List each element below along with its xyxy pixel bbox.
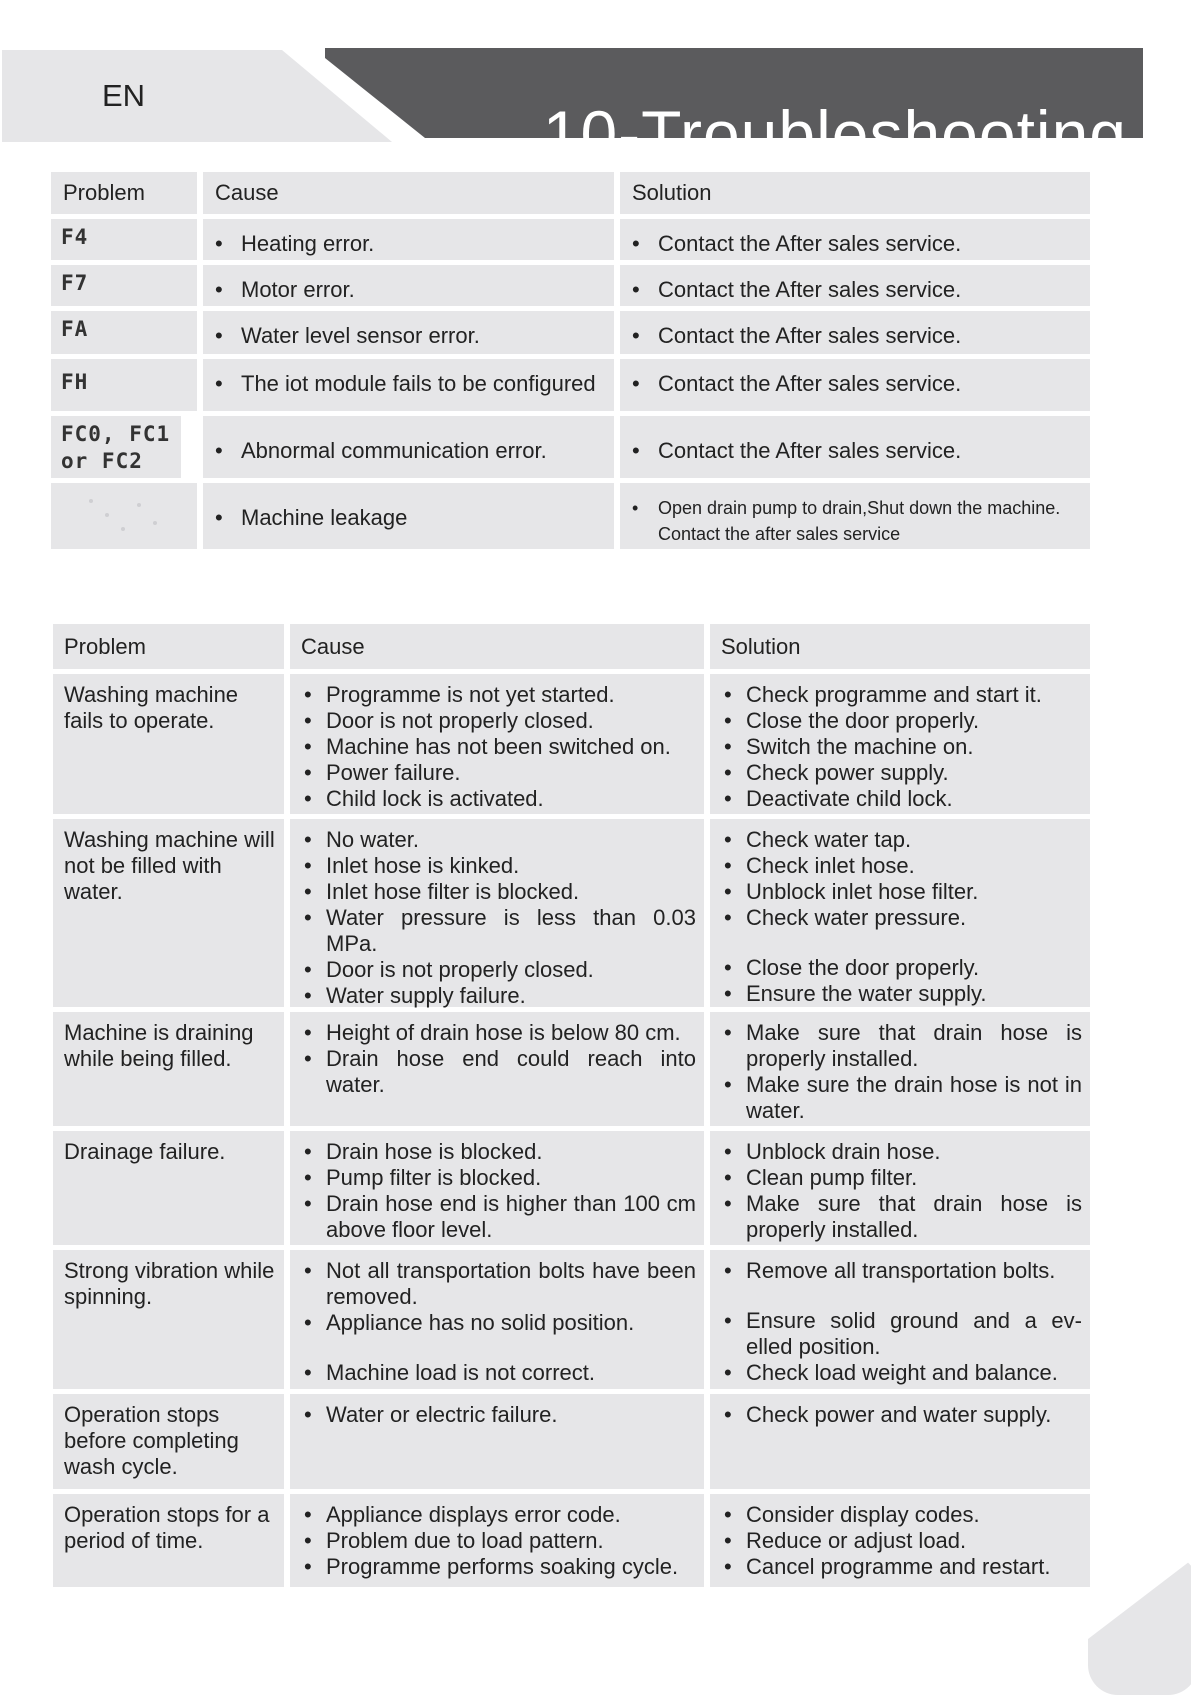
cause-item: • Water pressure is less than 0.03 MPa. bbox=[302, 905, 696, 957]
column-header-cause: Cause bbox=[203, 172, 614, 214]
cause-item: • Drain hose is blocked. bbox=[302, 1139, 696, 1165]
solution-item: • Close the door properly. bbox=[722, 708, 1082, 734]
solution-cell bbox=[710, 674, 1090, 814]
column-header-problem: Problem bbox=[53, 624, 284, 669]
cause-item: • Programme performs soaking cycle. bbox=[302, 1554, 696, 1580]
solution-cell: • Contact the After sales service. bbox=[620, 265, 1090, 306]
solution-cell bbox=[710, 1012, 1090, 1126]
problem-cell: Washing machine fails to operate. bbox=[53, 674, 284, 814]
leakage-display-icon bbox=[51, 483, 197, 549]
cause-item: • Machine load is not correct. bbox=[302, 1360, 696, 1386]
cause-cell bbox=[290, 674, 704, 814]
solution-cell: • Open drain pump to drain,Shut down the machine. Contact the after sales service bbox=[620, 483, 1090, 549]
cause-item: • Programme is not yet started. bbox=[302, 682, 696, 708]
solution-cell bbox=[710, 1494, 1090, 1587]
cause-item: • Water or electric failure. bbox=[302, 1402, 696, 1428]
column-header-cause: Cause bbox=[290, 624, 704, 669]
cause-item: • Not all transportation bolts have been removed. bbox=[302, 1258, 696, 1310]
solution-item: • Check power and water supply. bbox=[722, 1402, 1082, 1428]
problem-cell: Machine is draining while being filled. bbox=[53, 1012, 284, 1126]
cause-item: • Appliance has no solid position. bbox=[302, 1310, 696, 1336]
solution-item: • Cancel programme and restart. bbox=[722, 1554, 1082, 1580]
cause-item: • Water supply failure. bbox=[302, 983, 696, 1009]
cause-item: • No water. bbox=[302, 827, 696, 853]
cause-cell: • The iot module fails to be configured bbox=[203, 359, 614, 411]
solution-item: • Check programme and start it. bbox=[722, 682, 1082, 708]
page-title: 10-Troubleshooting bbox=[542, 97, 1127, 172]
problem-cell: Washing machine will not be filled with water. bbox=[53, 819, 284, 1007]
solution-item: • Deactivate child lock. bbox=[722, 786, 1082, 812]
solution-item: • Check load weight and balance. bbox=[722, 1360, 1082, 1386]
cause-cell: • Motor error. bbox=[203, 265, 614, 306]
solution-item: • Check water tap. bbox=[722, 827, 1082, 853]
cause-cell bbox=[290, 1394, 704, 1489]
language-label: EN bbox=[102, 78, 146, 113]
cause-cell: • Heating error. bbox=[203, 219, 614, 260]
cause-cell bbox=[290, 1131, 704, 1245]
solution-item: • Close the door properly. bbox=[722, 955, 1082, 981]
cause-item: • Door is not properly closed. bbox=[302, 957, 696, 983]
problem-cell: Operation stops for a period of time. bbox=[53, 1494, 284, 1587]
cause-cell: • Machine leakage bbox=[203, 483, 614, 549]
cause-item: • Height of drain hose is below 80 cm. bbox=[302, 1020, 696, 1046]
solution-cell: • Contact the After sales service. bbox=[620, 311, 1090, 354]
cause-item: • Drain hose end could reach into water. bbox=[302, 1046, 696, 1098]
cause-cell bbox=[290, 1250, 704, 1389]
cause-item: • Door is not properly closed. bbox=[302, 708, 696, 734]
column-header-solution: Solution bbox=[710, 624, 1090, 669]
error-code: F4 bbox=[51, 219, 197, 260]
cause-item: • Machine has not been switched on. bbox=[302, 734, 696, 760]
solution-item: • Ensure the water supply. bbox=[722, 981, 1082, 1007]
solution-item: • Consider display codes. bbox=[722, 1502, 1082, 1528]
solution-cell bbox=[710, 1131, 1090, 1245]
solution-cell bbox=[710, 1394, 1090, 1489]
cause-cell bbox=[290, 819, 704, 1007]
error-code: FH bbox=[51, 359, 197, 411]
column-header-solution: Solution bbox=[620, 172, 1090, 214]
error-code: FC0, FC1 or FC2 bbox=[51, 416, 181, 478]
solution-item: • Ensure solid ground and a ev-elled position. bbox=[722, 1308, 1082, 1360]
solution-item: • Make sure that drain hose is properly installed. bbox=[722, 1020, 1082, 1072]
solution-item: • Check power supply. bbox=[722, 760, 1082, 786]
cause-item: • Inlet hose is kinked. bbox=[302, 853, 696, 879]
drops-icon bbox=[69, 493, 179, 539]
cause-item: • Child lock is activated. bbox=[302, 786, 696, 812]
column-header-problem: Problem bbox=[51, 172, 197, 214]
solution-cell bbox=[710, 1250, 1090, 1389]
page-corner-decoration bbox=[1088, 1555, 1191, 1695]
problem-cell: Drainage failure. bbox=[53, 1131, 284, 1245]
solution-cell: • Contact the After sales service. bbox=[620, 219, 1090, 260]
cause-item: • Inlet hose filter is blocked. bbox=[302, 879, 696, 905]
problem-cell: Strong vibration while spinning. bbox=[53, 1250, 284, 1389]
solution-cell: • Contact the After sales service. bbox=[620, 416, 1090, 478]
cause-item: • Pump filter is blocked. bbox=[302, 1165, 696, 1191]
cause-item: • Drain hose end is higher than 100 cm above floor level. bbox=[302, 1191, 696, 1243]
cause-cell: • Abnormal communication error. bbox=[203, 416, 614, 478]
cause-item: • Problem due to load pattern. bbox=[302, 1528, 696, 1554]
solution-item: • Unblock inlet hose filter. bbox=[722, 879, 1082, 905]
cause-item: • Power failure. bbox=[302, 760, 696, 786]
solution-item: • Switch the machine on. bbox=[722, 734, 1082, 760]
problem-table bbox=[53, 624, 1090, 1587]
error-code: FA bbox=[51, 311, 197, 354]
cause-item: • Appliance displays error code. bbox=[302, 1502, 696, 1528]
solution-item: • Check water pressure. bbox=[722, 905, 1082, 931]
cause-cell bbox=[290, 1494, 704, 1587]
error-code: F7 bbox=[51, 265, 197, 306]
cause-cell: • Water level sensor error. bbox=[203, 311, 614, 354]
solution-cell bbox=[710, 819, 1090, 1007]
solution-item: • Clean pump filter. bbox=[722, 1165, 1082, 1191]
problem-cell: Operation stops before completing wash cycle. bbox=[53, 1394, 284, 1489]
solution-item: • Remove all transportation bolts. bbox=[722, 1258, 1082, 1284]
solution-cell: • Contact the After sales service. bbox=[620, 359, 1090, 411]
error-code-table bbox=[51, 172, 1090, 549]
cause-cell bbox=[290, 1012, 704, 1126]
solution-item: • Make sure that drain hose is properly installed. bbox=[722, 1191, 1082, 1243]
solution-item: • Make sure the drain hose is not in water. bbox=[722, 1072, 1082, 1124]
solution-item: • Unblock drain hose. bbox=[722, 1139, 1082, 1165]
solution-item: • Check inlet hose. bbox=[722, 853, 1082, 879]
solution-item: • Reduce or adjust load. bbox=[722, 1528, 1082, 1554]
